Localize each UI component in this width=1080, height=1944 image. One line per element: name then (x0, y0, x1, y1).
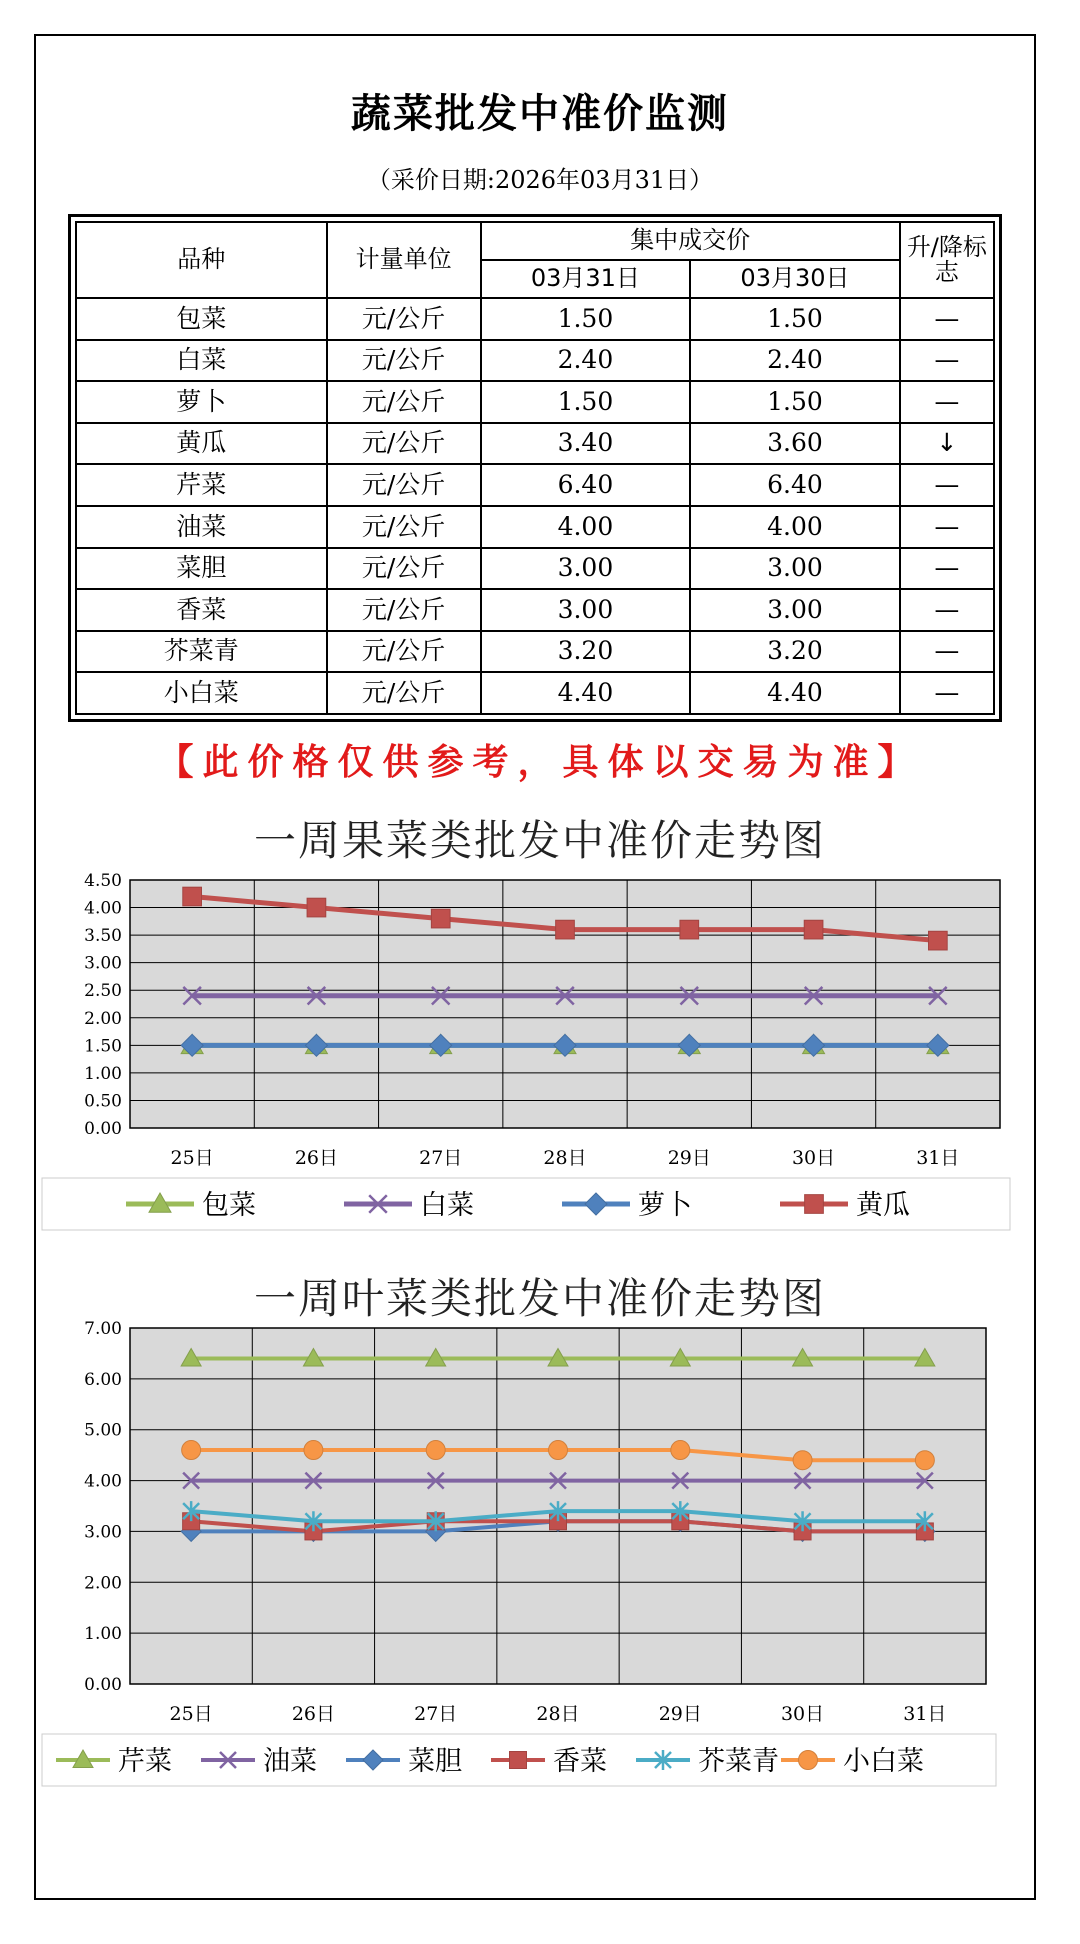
data-point (671, 1441, 690, 1460)
data-point (431, 909, 450, 928)
price-yesterday-cell: 4.40 (690, 672, 900, 714)
unit-cell: 元/公斤 (327, 340, 481, 382)
unit-cell: 元/公斤 (327, 464, 481, 506)
unit-cell: 元/公斤 (327, 381, 481, 423)
data-point (680, 920, 699, 939)
data-point (556, 920, 575, 939)
price-today-cell: 1.50 (481, 298, 691, 340)
price-yesterday-cell: 3.20 (690, 631, 900, 673)
legend-label: 小白菜 (843, 1746, 924, 1777)
legend-label: 芹菜 (118, 1746, 172, 1777)
data-point (804, 920, 823, 939)
x-tick-label: 31日 (916, 1147, 960, 1169)
table-row (76, 589, 994, 631)
unit-cell: 元/公斤 (327, 423, 481, 465)
change-flag-cell: — (900, 631, 994, 673)
price-yesterday-cell: 3.00 (690, 589, 900, 631)
variety-cell: 白菜 (76, 340, 327, 382)
data-point (549, 1441, 568, 1460)
variety-cell: 菜胆 (76, 548, 327, 590)
table-row (76, 381, 994, 423)
price-today-cell: 2.40 (481, 340, 691, 382)
header-date-1: 03月31日 (481, 260, 691, 298)
change-flag-cell: — (900, 548, 994, 590)
unit-cell: 元/公斤 (327, 548, 481, 590)
variety-cell: 芥菜青 (76, 631, 327, 673)
price-today-cell: 3.20 (481, 631, 691, 673)
y-tick-label: 1.00 (84, 1624, 122, 1645)
x-tick-label: 26日 (294, 1147, 339, 1169)
legend-marker (510, 1752, 527, 1769)
y-tick-label: 4.00 (84, 1471, 122, 1492)
variety-cell: 黄瓜 (76, 423, 327, 465)
change-flag-cell: ↓ (900, 423, 994, 465)
legend-label: 油菜 (263, 1746, 317, 1777)
price-today-cell: 3.00 (481, 548, 691, 590)
legend-marker (805, 1195, 824, 1214)
y-tick-label: 6.00 (84, 1369, 122, 1390)
header-variety: 品种 (76, 222, 327, 298)
price-today-cell: 4.00 (481, 506, 691, 548)
x-tick-label: 27日 (414, 1703, 458, 1725)
variety-cell: 油菜 (76, 506, 327, 548)
price-table (68, 214, 1002, 722)
y-tick-label: 4.00 (84, 898, 122, 919)
data-point (426, 1441, 445, 1460)
y-tick-label: 3.50 (84, 926, 122, 947)
header-price-group: 集中成交价 (481, 222, 900, 260)
fruit-vegetable-chart (0, 860, 1080, 1240)
header-flag: 升/降标志 (900, 222, 994, 298)
price-yesterday-cell: 3.00 (690, 548, 900, 590)
page-title: 蔬菜批发中准价监测 (351, 91, 729, 137)
price-today-cell: 3.40 (481, 423, 691, 465)
y-tick-label: 2.50 (84, 981, 122, 1002)
change-flag-cell: — (900, 464, 994, 506)
change-flag-cell: — (900, 340, 994, 382)
x-tick-label: 28日 (536, 1703, 580, 1725)
header-unit: 计量单位 (327, 222, 481, 298)
leaf-vegetable-chart (0, 1320, 1080, 1790)
variety-cell: 包菜 (76, 298, 327, 340)
legend-label: 包菜 (202, 1190, 256, 1221)
y-tick-label: 0.00 (84, 1675, 122, 1695)
change-flag-cell: — (900, 298, 994, 340)
y-tick-label: 5.00 (84, 1420, 122, 1441)
x-tick-label: 30日 (780, 1703, 825, 1725)
price-today-cell: 4.40 (481, 672, 691, 714)
header-date-2: 03月30日 (690, 260, 900, 298)
y-tick-label: 1.00 (84, 1063, 122, 1084)
price-today-cell: 6.40 (481, 464, 691, 506)
y-tick-label: 0.50 (84, 1091, 122, 1112)
y-tick-label: 1.50 (84, 1036, 122, 1057)
x-tick-label: 27日 (419, 1147, 463, 1169)
unit-cell: 元/公斤 (327, 631, 481, 673)
x-tick-label: 29日 (658, 1703, 702, 1725)
legend-label: 菜胆 (408, 1746, 462, 1777)
price-today-cell: 1.50 (481, 381, 691, 423)
price-yesterday-cell: 6.40 (690, 464, 900, 506)
x-tick-label: 25日 (170, 1147, 214, 1169)
x-tick-label: 29日 (667, 1147, 711, 1169)
legend-label: 黄瓜 (856, 1190, 910, 1221)
data-point (915, 1451, 934, 1470)
table-row (76, 464, 994, 506)
price-yesterday-cell: 1.50 (690, 381, 900, 423)
data-point (183, 887, 202, 906)
change-flag-cell: — (900, 672, 994, 714)
unit-cell: 元/公斤 (327, 589, 481, 631)
x-tick-label: 25日 (169, 1703, 213, 1725)
x-tick-label: 30日 (791, 1147, 836, 1169)
price-yesterday-cell: 4.00 (690, 506, 900, 548)
legend-label: 萝卜 (638, 1190, 692, 1221)
data-point (929, 931, 948, 950)
legend-marker (799, 1751, 818, 1770)
legend-label: 白菜 (420, 1190, 474, 1221)
price-yesterday-cell: 1.50 (690, 298, 900, 340)
y-tick-label: 2.00 (84, 1573, 122, 1594)
variety-cell: 小白菜 (76, 672, 327, 714)
x-tick-label: 31日 (903, 1703, 947, 1725)
y-tick-label: 4.50 (84, 871, 122, 891)
change-flag-cell: — (900, 589, 994, 631)
chart-1-title: 一周果菜类批发中准价走势图 (253, 816, 826, 865)
variety-cell: 芹菜 (76, 464, 327, 506)
table-row (76, 548, 994, 590)
price-date: （采价日期:2026年03月31日） (366, 166, 714, 194)
legend-label: 香菜 (553, 1746, 607, 1777)
price-today-cell: 3.00 (481, 589, 691, 631)
table-row (76, 672, 994, 714)
chart-2-title: 一周叶菜类批发中准价走势图 (253, 1274, 826, 1323)
change-flag-cell: — (900, 381, 994, 423)
data-point (304, 1441, 323, 1460)
data-point (793, 1451, 812, 1470)
y-tick-label: 3.00 (84, 1522, 122, 1543)
y-tick-label: 0.00 (84, 1119, 122, 1139)
x-tick-label: 26日 (291, 1703, 336, 1725)
legend-label: 芥菜青 (698, 1746, 779, 1777)
x-tick-label: 28日 (543, 1147, 587, 1169)
y-tick-label: 7.00 (84, 1319, 122, 1339)
table-row (76, 631, 994, 673)
price-yesterday-cell: 2.40 (690, 340, 900, 382)
data-point (307, 898, 326, 917)
price-yesterday-cell: 3.60 (690, 423, 900, 465)
variety-cell: 香菜 (76, 589, 327, 631)
y-tick-label: 2.00 (84, 1008, 122, 1029)
unit-cell: 元/公斤 (327, 298, 481, 340)
disclaimer: 【此价格仅供参考，具体以交易为准】 (157, 742, 923, 783)
data-point (182, 1441, 201, 1460)
table-row (76, 340, 994, 382)
unit-cell: 元/公斤 (327, 672, 481, 714)
table-row (76, 423, 994, 465)
unit-cell: 元/公斤 (327, 506, 481, 548)
table-row (76, 298, 994, 340)
plot-area (130, 880, 1000, 1128)
variety-cell: 萝卜 (76, 381, 327, 423)
table-row (76, 506, 994, 548)
change-flag-cell: — (900, 506, 994, 548)
y-tick-label: 3.00 (84, 953, 122, 974)
